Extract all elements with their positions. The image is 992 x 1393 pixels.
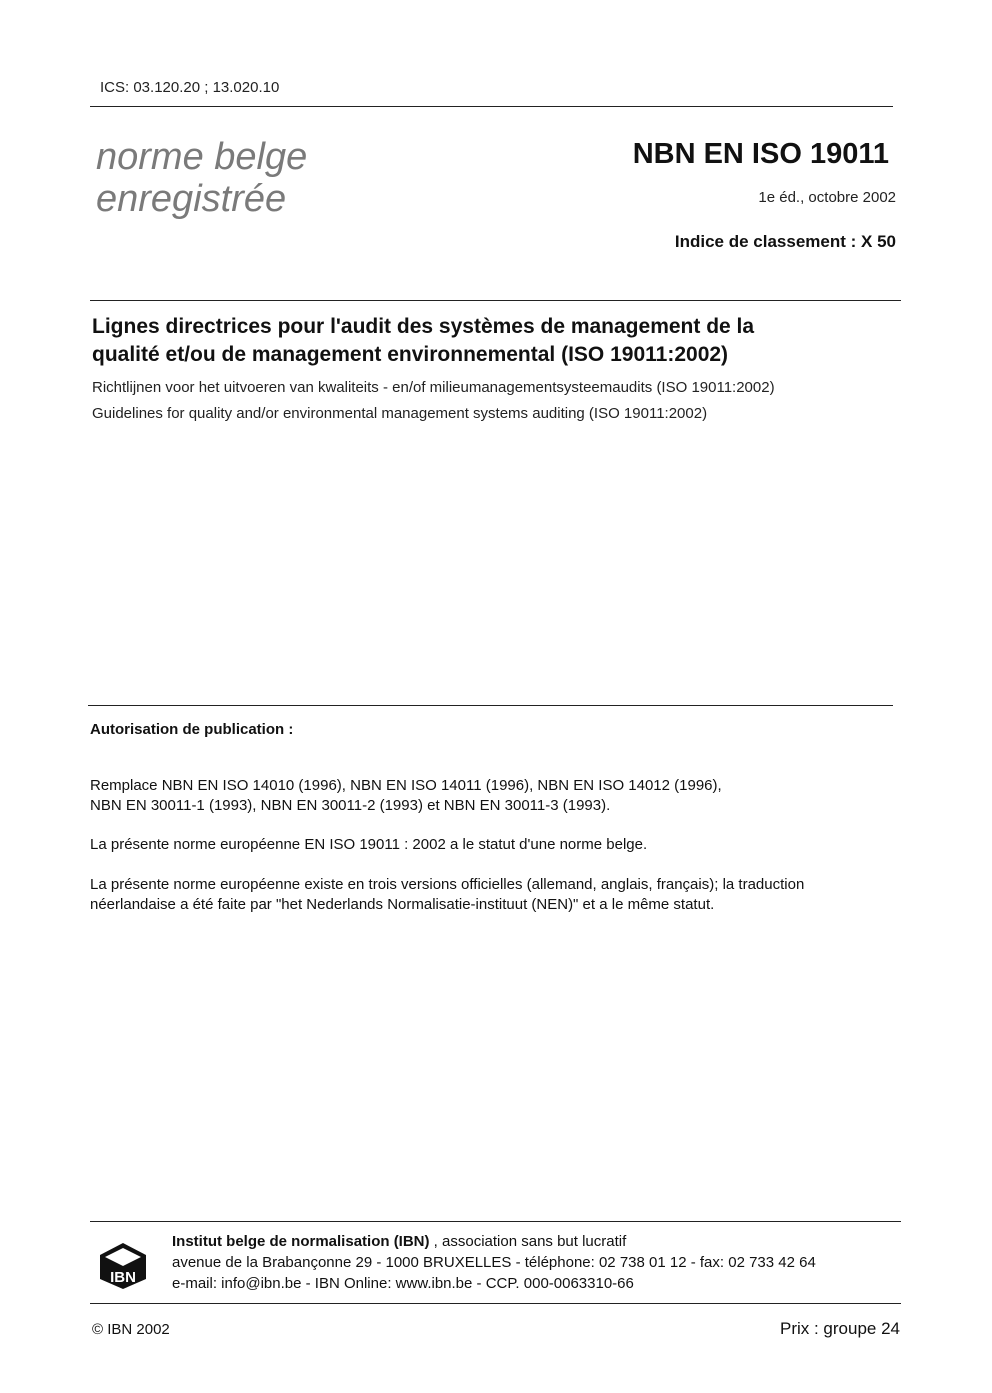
autorisation-heading: Autorisation de publication : xyxy=(90,721,294,738)
title-divider xyxy=(90,300,901,301)
ibn-logo-text: IBN xyxy=(110,1269,136,1286)
institute-suffix: , association sans but lucratif xyxy=(429,1233,627,1250)
remplace-line-1: Remplace NBN EN ISO 14010 (1996), NBN EN ISO 14011 (1996), NBN EN ISO 14012 (1996), xyxy=(90,777,722,794)
ibn-logo xyxy=(98,1241,148,1291)
remplace-paragraph xyxy=(90,776,900,816)
standard-id: NBN EN ISO 19011 xyxy=(632,138,889,170)
statut-paragraph: La présente norme européenne EN ISO 19011 : 2002 a le statut d'une norme belge. xyxy=(90,836,648,853)
norme-belge-label xyxy=(96,136,307,220)
price-group: Prix : groupe 24 xyxy=(779,1319,900,1338)
remplace-line-2: NBN EN 30011-1 (1993), NBN EN 30011-2 (1993) et NBN EN 30011-3 (1993). xyxy=(90,797,611,814)
title-french xyxy=(92,313,872,369)
institute-contact: e-mail: info@ibn.be - IBN Online: www.ibn.be - CCP. 000-0063310-66 xyxy=(172,1275,634,1292)
norme-line-1: norme belge xyxy=(96,136,308,178)
footer-divider xyxy=(90,1221,901,1222)
institute-info xyxy=(172,1231,816,1294)
title-french-line-2: qualité et/ou de management environnemental (ISO 19011:2002) xyxy=(92,343,729,366)
title-dutch: Richtlijnen voor het uitvoeren van kwaliteits - en/of milieumanagementsysteemaudits (ISO 19011:2002) xyxy=(92,379,775,396)
institute-name: Institut belge de normalisation (IBN) xyxy=(172,1233,430,1250)
copyright: © IBN 2002 xyxy=(92,1321,170,1338)
institute-address: avenue de la Brabançonne 29 - 1000 BRUXELLES - téléphone: 02 738 01 12 - fax: 02 733 42 64 xyxy=(172,1254,816,1271)
versions-line-1: La présente norme européenne existe en trois versions officielles (allemand, anglais, français); la traduction xyxy=(90,876,805,893)
body-divider xyxy=(88,705,893,706)
norme-line-2: enregistrée xyxy=(96,178,287,220)
versions-line-2: néerlandaise a été faite par "het Nederlands Normalisatie-instituut (NEN)" et a le même statut. xyxy=(90,896,715,913)
indice-classement: Indice de classement : X 50 xyxy=(674,232,896,251)
footer-bottom-divider xyxy=(90,1303,901,1304)
edition-date: 1e éd., octobre 2002 xyxy=(758,189,896,206)
title-english: Guidelines for quality and/or environmental management systems auditing (ISO 19011:2002) xyxy=(92,405,708,422)
ics-code: ICS: 03.120.20 ; 13.020.10 xyxy=(100,79,280,96)
title-french-line-1: Lignes directrices pour l'audit des systèmes de management de la xyxy=(92,315,755,338)
versions-paragraph xyxy=(90,875,900,915)
header-divider xyxy=(90,106,893,107)
institute-name-line xyxy=(172,1231,816,1252)
